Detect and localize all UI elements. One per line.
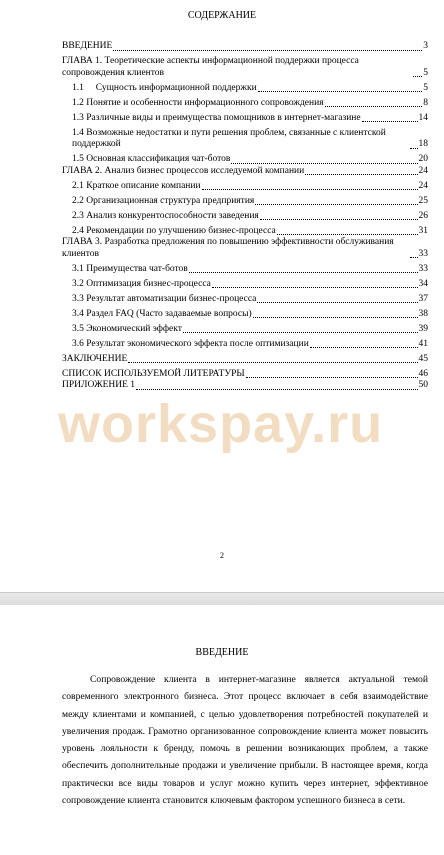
toc-entry-page: 45 xyxy=(418,353,428,364)
toc-entry-text: 3.4 Раздел FAQ (Часто задаваемые вопросы) xyxy=(72,308,252,319)
toc-entry-page: 33 xyxy=(418,263,428,274)
toc-entry-text: 1.1 Сущность информационной поддержки xyxy=(72,82,257,93)
toc-entry[interactable] xyxy=(62,113,428,125)
toc-entry-page: 41 xyxy=(418,338,428,349)
toc-entry[interactable] xyxy=(62,324,428,336)
toc-entry[interactable] xyxy=(62,98,428,110)
toc-entry[interactable] xyxy=(62,369,428,381)
toc-list xyxy=(62,41,428,392)
toc-entry[interactable] xyxy=(62,237,428,260)
toc-entry-page: 24 xyxy=(418,180,428,191)
toc-entry-page: 26 xyxy=(418,210,428,221)
toc-entry-page: 39 xyxy=(418,323,428,334)
toc-entry-text: 2.2 Организационная структура предприятия xyxy=(72,195,255,206)
toc-entry-page: 31 xyxy=(418,225,428,236)
watermark: workspay.ru xyxy=(58,394,384,454)
toc-entry-text: ГЛАВА 2. Анализ бизнес процессов исследуемой компании xyxy=(62,165,305,176)
toc-entry-page: 5 xyxy=(423,82,428,93)
toc-entry-page: 50 xyxy=(418,380,428,390)
toc-entry-text: 1.2 Понятие и особенности информационного сопровождения xyxy=(72,97,324,108)
toc-entry-text: 2.4 Рекомендации по улучшению бизнес-процесса xyxy=(72,225,276,236)
toc-entry-text: 3.2 Оптимизация бизнес-процесса xyxy=(72,278,211,289)
toc-entry-text: 1.4 Возможные недостатки и пути решения проблем, связанные с клиентской поддержкой xyxy=(72,127,386,149)
toc-entry[interactable] xyxy=(62,41,428,53)
toc-entry-page: 33 xyxy=(418,248,428,259)
toc-entry-page: 37 xyxy=(418,293,428,304)
toc-entry[interactable] xyxy=(62,83,428,95)
toc-entry[interactable] xyxy=(62,128,428,151)
toc-entry-page: 3 xyxy=(423,41,428,51)
toc-entry-text: 3.1 Преимущества чат-ботов xyxy=(72,263,188,274)
toc-entry-text: ВВЕДЕНИЕ xyxy=(62,41,113,51)
toc-entry-page: 46 xyxy=(418,368,428,379)
toc-entry-text: 3.3 Результат автоматизации бизнес-процесса xyxy=(72,293,257,304)
toc-entry-page: 34 xyxy=(418,278,428,289)
page-introduction xyxy=(0,605,444,855)
toc-entry[interactable] xyxy=(62,339,428,351)
intro-title: ВВЕДЕНИЕ xyxy=(195,647,249,658)
toc-entry-text: ЗАКЛЮЧЕНИЕ xyxy=(62,353,128,364)
toc-entry[interactable] xyxy=(62,294,428,306)
toc-entry-text: СПИСОК ИСПОЛЬЗУЕМОЙ ЛИТЕРАТУРЫ xyxy=(62,368,245,379)
page-separator xyxy=(0,592,444,606)
toc-entry-page: 8 xyxy=(423,97,428,108)
toc-entry-text: 1.3 Различные виды и преимущества помощников в интернет-магазине xyxy=(72,112,361,123)
toc-entry[interactable] xyxy=(62,196,428,208)
toc-entry[interactable] xyxy=(62,166,428,178)
toc-entry-text: 3.5 Экономический эффект xyxy=(72,323,182,334)
toc-entry[interactable] xyxy=(62,380,428,392)
toc-entry[interactable] xyxy=(62,211,428,223)
toc-entry-text: ПРИЛОЖЕНИЕ 1 xyxy=(62,380,136,390)
toc-entry[interactable] xyxy=(62,154,428,166)
toc-entry[interactable] xyxy=(62,226,428,238)
toc-entry-page: 14 xyxy=(418,112,428,123)
toc-entry[interactable] xyxy=(62,354,428,366)
toc-entry-text: ГЛАВА 1. Теоретические аспекты информационной поддержки процесса сопровождения клиентов xyxy=(62,56,359,78)
toc-entry-page: 20 xyxy=(418,154,428,164)
toc-entry-text: 3.6 Результат экономического эффекта после оптимизации xyxy=(72,338,309,349)
toc-entry[interactable] xyxy=(62,279,428,291)
page-number: 2 xyxy=(220,551,224,560)
toc-title: СОДЕРЖАНИЕ xyxy=(187,10,257,21)
toc-entry[interactable] xyxy=(62,309,428,321)
toc-entry-text: 2.1 Краткое описание компании xyxy=(72,180,201,191)
intro-paragraph: Сопровождение клиента в интернет-магазине является актуальной темой современного электронного бизнеса. Этот процесс включает в себя взаимодействие между клиентами и компанией, с целью удовлетворения потребностей покупателей и увеличения продаж. Грамотно организованное сопровождение клиента может повысить уровень лояльности к бренду, помочь в решении возникающих проблем, а также обеспечить дополнительные продажи и увеличение прибыли. В настоящее время, когда практически все виды товаров и услуг можно купить через интернет, эффективное сопровождение клиента становится ключевым фактором успешного бизнеса в сети. xyxy=(62,674,428,807)
toc-entry[interactable] xyxy=(62,56,428,79)
toc-entry-text: 2.3 Анализ конкурентоспособности заведения xyxy=(72,210,259,221)
toc-entry-page: 38 xyxy=(418,308,428,319)
toc-entry[interactable] xyxy=(62,181,428,193)
toc-entry[interactable] xyxy=(62,264,428,276)
toc-entry-text: 1.5 Основная классификация чат-ботов xyxy=(72,154,231,164)
toc-entry-page: 24 xyxy=(418,165,428,176)
toc-entry-page: 5 xyxy=(423,67,428,78)
toc-entry-page: 25 xyxy=(418,195,428,206)
toc-entry-page: 18 xyxy=(418,139,428,149)
toc-entry-text: ГЛАВА 3. Разработка предложения по повышению эффективности обслуживания клиентов xyxy=(62,237,394,259)
